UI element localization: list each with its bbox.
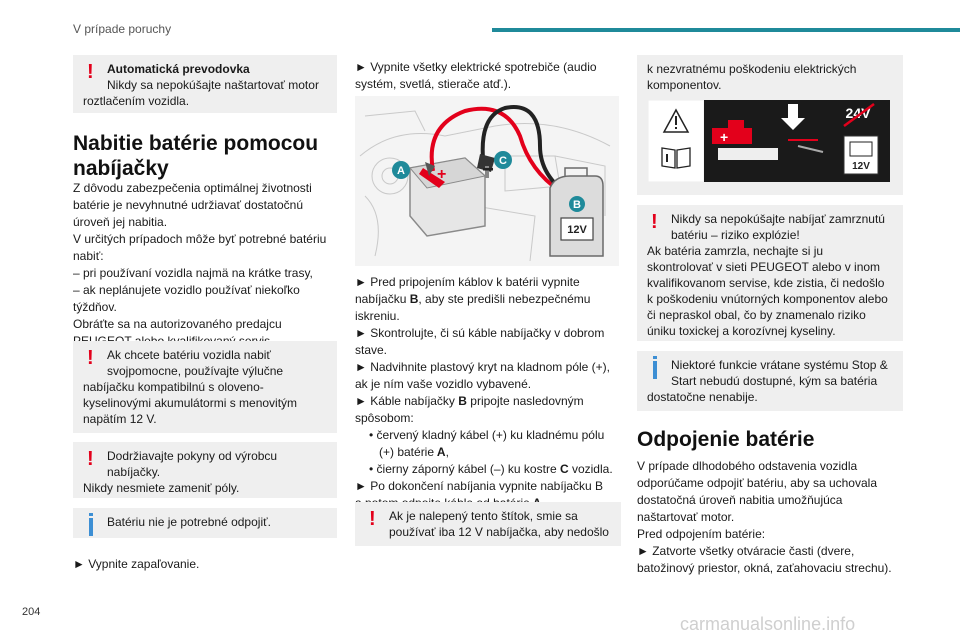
note-line: Nikdy sa nepokúšajte naštartovať motor bbox=[107, 78, 319, 92]
warning-note-manufacturer: ! Dodržiavajte pokyny od výrobcu nabíjačky. Nikdy nesmiete zameniť póly. bbox=[73, 442, 337, 498]
info-note-disconnect: Batériu nie je potrebné odpojiť. bbox=[73, 508, 337, 538]
svg-text:12V: 12V bbox=[852, 161, 870, 172]
minus-sign bbox=[483, 168, 493, 171]
info-icon bbox=[89, 518, 93, 536]
label-a bbox=[392, 161, 410, 179]
battery-12v-icon bbox=[844, 136, 878, 174]
svg-text:+: + bbox=[720, 129, 729, 145]
intro-text: Z dôvodu zabezpečenia optimálnej životnosti batérie je nevyhnutné udržiavať dostatočnú úroveň jej nabitia. V určitých prípadoch môže byť potrebné batériu nabiť: – pri používaní vozidla najmä na krátke trasy, – ak neplánujete vozidlo používať niekoľko týždňov. Obráťte sa na autorizovaného predajcu bbox=[73, 181, 327, 331]
warning-icon: ! bbox=[651, 211, 658, 233]
warning-icon: ! bbox=[87, 347, 94, 369]
header-accent-bar bbox=[492, 28, 960, 32]
info-note-stop-start: Niektoré funkcie vrátane systému Stop & Start nebudú dostupné, kým sa batéria dostatočne nenabije. bbox=[637, 351, 903, 411]
heading-disconnect-battery: Odpojenie batérie bbox=[637, 428, 815, 451]
step-switch-off-consumers: ► Vypnite všetky elektrické spotrebiče (audio systém, svetlá, stierače atď.). bbox=[355, 60, 597, 91]
svg-text:B: B bbox=[573, 199, 581, 211]
plus-sign: + bbox=[437, 166, 447, 183]
note-continuation: k nezvratnému poškodeniu elektrických komponentov. bbox=[637, 55, 903, 195]
watermark-text: carmanualsonline.info bbox=[680, 614, 856, 634]
warning-icon: ! bbox=[87, 61, 94, 83]
step-ignition-off: ► Vypnite zapaľovanie. bbox=[73, 557, 200, 571]
warning-icon: ! bbox=[369, 508, 376, 530]
svg-text:C: C bbox=[499, 155, 507, 167]
page-number: 204 bbox=[22, 606, 41, 618]
svg-text:A: A bbox=[397, 165, 405, 177]
charger-label-sticker bbox=[648, 100, 890, 182]
note-line: roztlačením vozidla. bbox=[83, 94, 190, 108]
charger-b bbox=[550, 168, 603, 256]
charging-steps: ► Pred pripojením káblov k batérii vypnite nabíjačku B, aby ste predišli nebezpečnému iskreniu. ► Skontrolujte, či sú káble nabíjačky v dobrom stave. ► Nadvihnite plastový kryt na kladnom póle (+), ak je ním vaše vozidlo vybavené. ► Káble nabíjačky B pripojte nasledovným spôsobom: • červený kladný kábel (+) ku kladnému pólu (+) batérie A, • čierny záporný kábel (–) ku kostre C vozidla. ► Po dokončení nabíjania vypnite nabíjačku B bbox=[355, 275, 613, 493]
section-title: V prípade poruchy bbox=[73, 22, 172, 36]
disconnect-text: V prípade dlhodobého odstavenia vozidla odporúčame odpojiť batériu, aby sa uchovala dostatočná úroveň nabitia umožňujúca naštartovať motor. Pred odpojením batérie: ► Zatvorte všetky otváracie časti (dvere, batožinový priestor, okná, zaťahovaciu strechu). bbox=[637, 459, 892, 575]
note-title: Automatická prevodovka bbox=[107, 62, 250, 76]
battery-charging-illustration bbox=[355, 96, 619, 266]
label-c bbox=[494, 151, 512, 169]
warning-note-label: ! Ak je nalepený tento štítok, smie sa používať iba 12 V nabíjačka, aby nedošlo bbox=[355, 502, 621, 546]
info-icon bbox=[653, 361, 657, 379]
warning-note-frozen: ! Nikdy sa nepokúšajte nabíjať zamrznutú batériu – riziko explózie! Ak batéria zamrzla, nechajte si ju skontrolovať v sieti PEUGEOT alebo v inom kvalifikovanom servise, kde zistia, či nedošlo k poškodeniu vnútorných komponentov alebo či nepraskol obal, čo by znamenalo riziko úniku toxickej a korozívnej kyseliny. bbox=[637, 205, 903, 341]
svg-text:12V: 12V bbox=[567, 224, 587, 236]
warning-note-automatic bbox=[73, 55, 337, 113]
warning-icon: ! bbox=[87, 448, 94, 470]
warning-note-charge-yourself: ! Ak chcete batériu vozidla nabiť svojpomocne, používajte výlučne nabíjačku kompatibilnú s oloveno- kyselinovými akumulátormi s menovitým napätím 12 V. bbox=[73, 341, 337, 433]
label-24v: 24V bbox=[845, 105, 871, 121]
heading-charge-battery: Nabitie batérie pomocou nabíjačky bbox=[73, 132, 319, 180]
